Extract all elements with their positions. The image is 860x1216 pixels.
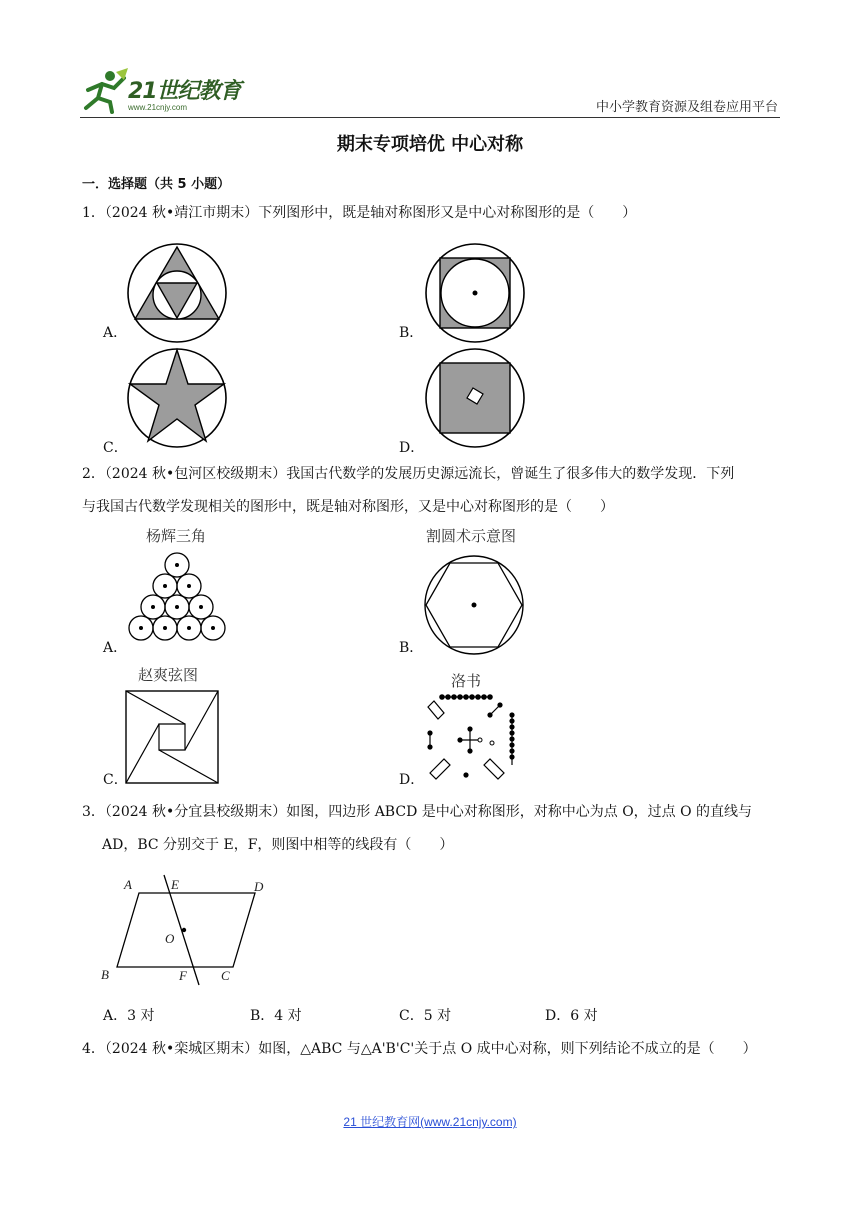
q3-label-d: D [254,879,264,894]
platform-label: 中小学教育资源及组卷应用平台 [595,100,778,115]
q2-caption-d: 洛书 [451,672,482,690]
q3-option-b[interactable]: B．4 对 [250,1008,302,1024]
question-3-line-1: 3．（2024 秋•分宜县校级期末）如图，四边形 ABCD 是中心对称图形，对称中心为点 O，过点 O 的直线与 [82,804,753,820]
logo-text: 21世纪教育 [128,79,241,104]
footer-link[interactable]: 21 世纪教育网(www.21cnjy.com) [343,1115,517,1129]
q2-option-c[interactable]: C． [103,772,128,788]
q2-caption-b: 割圆术示意图 [426,527,517,545]
question-1-text: 1．（2024 秋•靖江市期末）下列图形中，既是轴对称图形又是中心对称图形的是（ ） [82,205,637,221]
q2-figure-b [424,555,524,655]
q1-figure-a [125,243,229,343]
logo-runner-icon [80,68,130,114]
logo-url: www.21cnjy.com [128,103,187,112]
question-3-line-2: AD，BC 分别交于 E，F，则图中相等的线段有（ ） [102,837,454,853]
q2-caption-a: 杨辉三角 [146,527,207,545]
section-heading: 一．选择题（共 5 小题） [82,177,231,192]
q3-label-c: C [221,968,230,983]
q3-option-c[interactable]: C．5 对 [399,1008,452,1024]
q3-label-b: B [101,967,109,982]
q1-figure-d [425,348,525,448]
q2-caption-c: 赵爽弦图 [138,666,199,684]
question-2-line-1: 2．（2024 秋•包河区校级期末）我国古代数学的发展历史源远流长，曾诞生了很多伟大的数学发现．下列 [82,466,735,482]
question-4-text: 4．（2024 秋•栾城区期末）如图，△ABC 与△A'B'C'关于点 O 成中心对称，则下列结论不成立的是（ ） [82,1041,757,1057]
q1-figure-c [125,348,229,448]
q3-label-a: A [124,877,132,892]
question-2-line-2: 与我国古代数学发现相关的图形中，既是轴对称图形，又是中心对称图形的是（ ） [82,499,614,515]
q2-option-d[interactable]: D． [399,772,425,788]
q3-label-e: E [171,877,179,892]
q3-label-o: O [165,931,175,946]
q3-option-d[interactable]: D．6 对 [545,1008,598,1024]
q3-label-f: F [179,968,187,983]
page-title: 期末专项培优 中心对称 [336,134,524,155]
q3-option-a[interactable]: A．3 对 [103,1008,155,1024]
q2-option-a[interactable]: A． [103,640,128,656]
q2-figure-c [125,690,219,784]
q1-figure-b [425,243,525,343]
q1-option-d[interactable]: D． [399,440,425,456]
q2-option-b[interactable]: B． [399,640,424,656]
header-divider [80,117,780,118]
q2-figure-d [420,693,520,785]
q1-option-b[interactable]: B． [399,325,424,341]
q3-parallelogram-figure [98,873,278,988]
q2-figure-a [125,552,229,652]
q1-option-c[interactable]: C． [103,440,128,456]
q1-option-a[interactable]: A． [103,325,128,341]
